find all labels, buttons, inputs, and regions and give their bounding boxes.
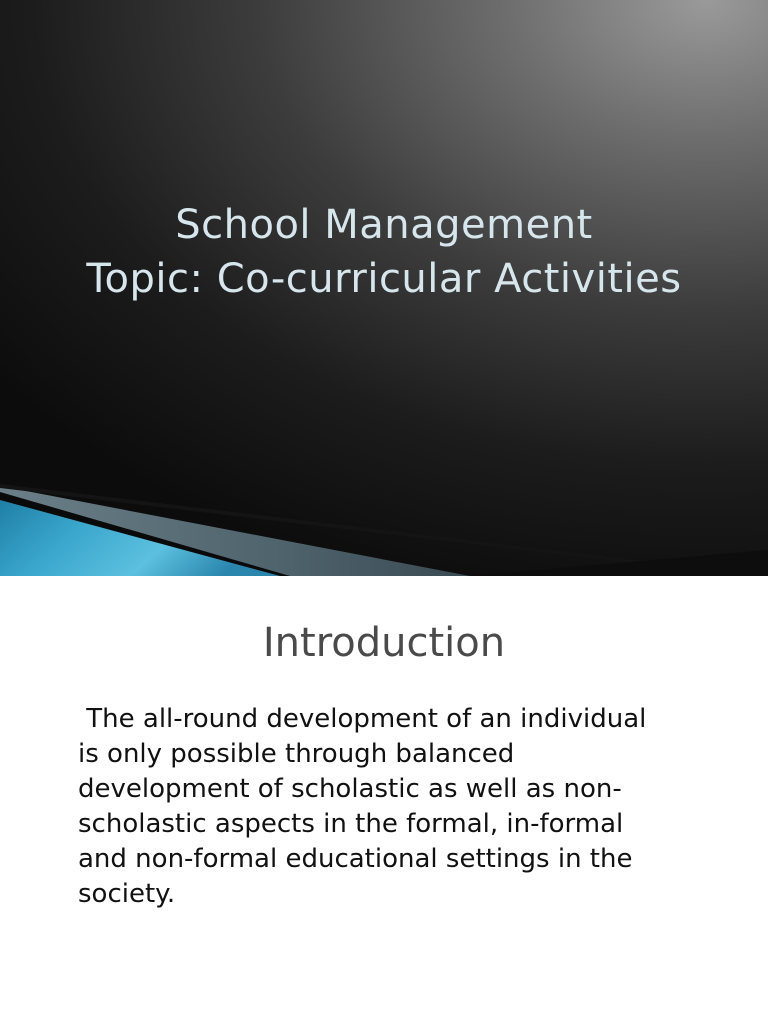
title-line-1: School Management: [175, 202, 593, 248]
introduction-slide: [0, 576, 768, 1024]
slide-body-text: The all-round development of an individual is only possible through balanced development of scholastic as well as non- scholastic aspects in the formal, in-formal and non-formal educational settings in the society.: [78, 704, 647, 909]
slide-heading: Introduction: [262, 620, 506, 666]
title-line-2: Topic: Co-curricular Activities: [86, 256, 682, 302]
slide-title: [0, 198, 768, 306]
decorative-swoosh: [0, 480, 768, 576]
